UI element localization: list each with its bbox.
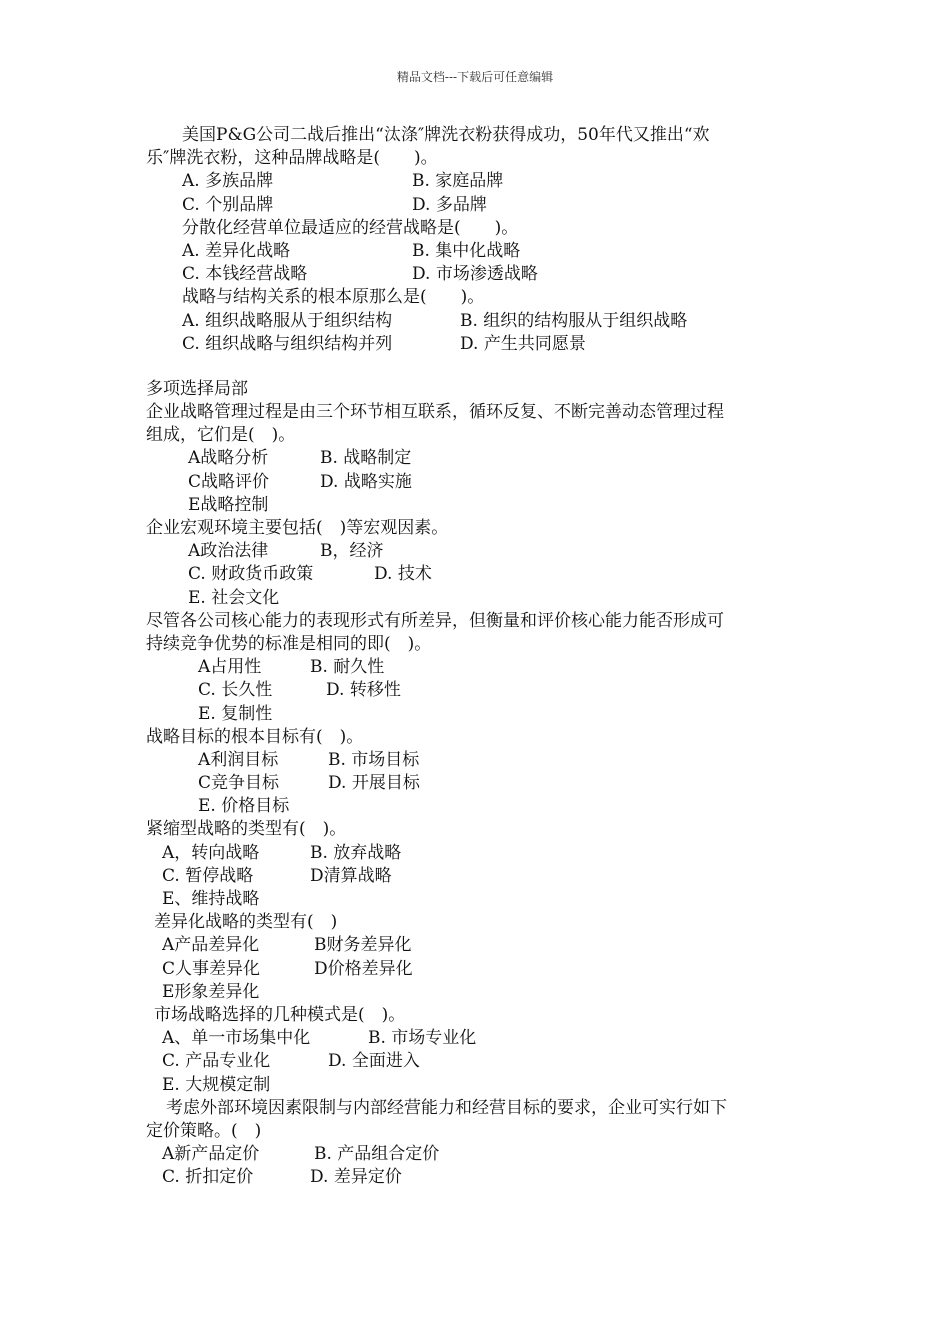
document-body <box>146 124 810 1189</box>
option-row <box>146 1143 810 1166</box>
option-b: B，经济 <box>320 541 384 562</box>
option-b: B财务差异化 <box>314 935 412 956</box>
option-e: E、维持战略 <box>162 889 260 909</box>
option-row <box>146 772 810 795</box>
option-e: E战略控制 <box>188 494 269 515</box>
multi-question-4 <box>146 726 810 819</box>
option-c: C人事差异化 <box>162 958 261 979</box>
option-e: E形象差异化 <box>162 981 260 1002</box>
question-text: 尽管各公司核心能力的表现形式有所差异，但衡量和评价核心能力能否形成可 <box>146 610 724 631</box>
option-row <box>146 310 810 333</box>
option-row <box>146 587 810 610</box>
option-row <box>146 240 810 263</box>
option-b: B. 放弃战略 <box>310 842 402 863</box>
option-row <box>146 795 810 818</box>
option-d: D. 多品牌 <box>412 194 487 215</box>
option-c: C. 长久性 <box>198 680 273 701</box>
option-b: B. 组织的结构服从于组织战略 <box>460 310 688 331</box>
question-text: 市场战略选择的几种模式是( )。 <box>154 1004 406 1025</box>
option-c: C. 组织战略与组织结构并列 <box>182 333 393 354</box>
multi-question-2 <box>146 517 810 610</box>
option-b: B. 家庭品牌 <box>412 171 504 192</box>
question-text: 企业战略管理过程是由三个环节相互联系，循环反复、不断完善动态管理过程 <box>146 402 724 423</box>
single-question-1 <box>146 124 810 217</box>
option-row <box>146 656 810 679</box>
option-a: A. 差异化战略 <box>182 240 291 261</box>
option-a: A新产品定价 <box>162 1144 260 1165</box>
option-a: A，转向战略 <box>162 842 260 863</box>
multi-question-7 <box>146 1004 810 1097</box>
option-d: D. 转移性 <box>326 680 401 701</box>
option-a: A战略分析 <box>188 448 269 469</box>
question-text: 战略与结构关系的根本原那么是( )。 <box>182 287 485 308</box>
option-row <box>146 842 810 865</box>
option-c: C. 折扣定价 <box>162 1167 254 1188</box>
option-row <box>146 1027 810 1050</box>
question-text: 战略目标的根本目标有( )。 <box>146 726 364 747</box>
option-row <box>146 333 810 356</box>
option-row <box>146 1050 810 1073</box>
question-text: 持续竞争优势的标准是相同的即( )。 <box>146 633 432 654</box>
option-d: D. 战略实施 <box>320 471 412 492</box>
question-text: 定价策略。( ) <box>146 1120 262 1141</box>
multi-question-3 <box>146 610 810 726</box>
option-row <box>146 888 810 911</box>
option-d: D价格差异化 <box>314 958 413 979</box>
option-b: B. 市场目标 <box>328 749 420 770</box>
option-row <box>146 981 810 1004</box>
option-a: A. 多族品牌 <box>182 171 274 192</box>
question-text: 乐″牌洗衣粉，这种品牌战略是( )。 <box>146 148 438 169</box>
multi-question-5 <box>146 818 810 911</box>
option-c: C竞争目标 <box>198 773 280 794</box>
option-c: C. 本钱经营战略 <box>182 264 308 285</box>
question-text: 考虑外部环境因素限制与内部经营能力和经营目标的要求，企业可实行如下 <box>166 1097 727 1118</box>
option-row <box>146 934 810 957</box>
question-text: 企业宏观环境主要包括( )等宏观因素。 <box>146 518 449 538</box>
option-a: A利润目标 <box>198 749 279 770</box>
question-text: 差异化战略的类型有( ) <box>154 912 338 933</box>
option-c: C. 暂停战略 <box>162 865 254 886</box>
option-row <box>146 447 810 470</box>
option-b: B. 产品组合定价 <box>314 1144 440 1165</box>
question-text: 分散化经营单位最适应的经营战略是( )。 <box>182 217 519 238</box>
option-row <box>146 679 810 702</box>
option-e: E. 大规模定制 <box>162 1074 271 1095</box>
option-row <box>146 958 810 981</box>
option-a: A. 组织战略服从于组织结构 <box>182 310 393 331</box>
option-c: C战略评价 <box>188 471 270 492</box>
option-row <box>146 471 810 494</box>
option-b: B. 战略制定 <box>320 448 412 469</box>
spacer <box>146 356 810 378</box>
question-text: 组成，它们是( )。 <box>146 425 296 446</box>
option-d: D. 全面进入 <box>328 1051 420 1072</box>
option-b: B. 市场专业化 <box>368 1028 477 1049</box>
option-e: E. 社会文化 <box>188 587 280 608</box>
multi-question-1 <box>146 401 810 517</box>
option-a: A政治法律 <box>188 541 269 562</box>
option-row <box>146 865 810 888</box>
single-question-3 <box>146 286 810 356</box>
option-row <box>146 1166 810 1189</box>
single-question-2 <box>146 217 810 287</box>
option-row <box>146 194 810 217</box>
option-d: D. 技术 <box>374 564 432 585</box>
option-a: A产品差异化 <box>162 935 260 956</box>
option-a: A、单一市场集中化 <box>162 1028 311 1049</box>
option-d: D. 差异定价 <box>310 1167 402 1188</box>
option-c: C. 个别品牌 <box>182 194 274 215</box>
option-d: D. 产生共同愿景 <box>460 333 586 354</box>
option-e: E. 复制性 <box>198 703 273 724</box>
option-b: B. 耐久性 <box>310 657 385 678</box>
option-c: C. 产品专业化 <box>162 1051 271 1072</box>
option-row <box>146 540 810 563</box>
option-row <box>146 563 810 586</box>
page-header: 精品文档---下载后可任意编辑 <box>396 70 554 84</box>
option-d: D. 开展目标 <box>328 773 420 794</box>
option-b: B. 集中化战略 <box>412 240 521 261</box>
section-title: 多项选择局部 <box>146 378 248 399</box>
option-row <box>146 749 810 772</box>
option-d: D. 市场渗透战略 <box>412 264 538 285</box>
question-text: 美国P&G公司二战后推出“汰涤″牌洗衣粉获得成功，50年代又推出“欢 <box>182 125 710 145</box>
multi-question-8 <box>146 1097 810 1190</box>
option-d: D清算战略 <box>310 865 392 886</box>
question-text: 紧缩型战略的类型有( )。 <box>146 819 347 840</box>
option-c: C. 财政货币政策 <box>188 564 314 585</box>
option-row <box>146 170 810 193</box>
multi-question-6 <box>146 911 810 1004</box>
option-row <box>146 703 810 726</box>
option-e: E. 价格目标 <box>198 796 290 817</box>
option-row <box>146 1074 810 1097</box>
option-row <box>146 263 810 286</box>
option-a: A占用性 <box>198 657 262 678</box>
option-row <box>146 494 810 517</box>
